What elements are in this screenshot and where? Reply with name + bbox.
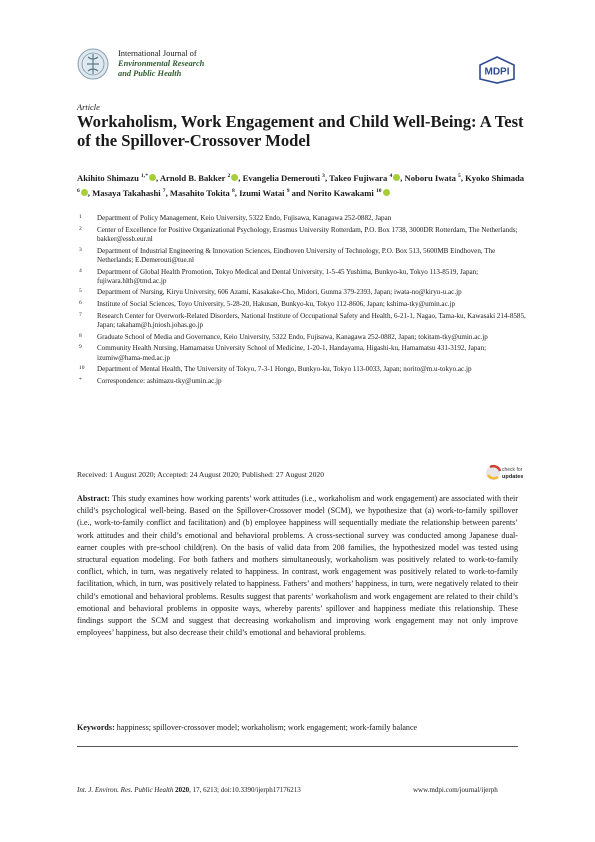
author-name: Akihito Shimazu [77,172,139,183]
author-affiliation-sup: 6 [77,188,80,195]
publication-dates: Received: 1 August 2020; Accepted: 24 August 2020; Published: 27 August 2020 [77,470,324,479]
footer-year: 2020 [175,786,190,794]
affiliation-number: 7 [79,311,82,318]
keywords-label: Keywords: [77,723,115,732]
affiliation-item [77,247,527,265]
orcid-icon[interactable] [383,189,390,196]
affiliation-number: 6 [79,300,82,307]
author-affiliation-sup: 1,* [141,173,148,179]
affiliation-item [77,226,527,244]
affiliation-number: 10 [79,365,85,372]
affiliation-text: Department of Policy Management, Keio University, 5322 Endo, Fujisawa, Kanagawa 252-0882, Japan [97,214,392,222]
author-name: Masahito Tokita [169,188,230,199]
affiliation-item [77,377,527,386]
affiliation-text: Department of Mental Health, The University of Tokyo, 7-3-1 Hongo, Bunkyo-ku, Tokyo 113-0033, Japan; norito@m.u-tokyo.ac.jp [97,365,472,374]
affiliation-number: 3 [79,246,82,253]
footer-citation [77,786,301,794]
affiliation-text: Institute of Social Sciences, Toyo University, 5-28-20, Hakusan, Bunkyo-ku, Tokyo 112-8606, Japan; kshima-tky@umin.ac.jp [97,300,456,309]
author-name: Noboru Iwata [404,172,456,183]
journal-logo-icon [77,48,109,80]
keywords-text: happiness; spillover-crossover model; workaholism; work engagement; work-family balance [116,723,418,732]
affiliation-text: Department of Global Health Promotion, Tokyo Medical and Dental University, 1-5-45 Yushima, Bunkyo-ku, Tokyo 113-8519, Japan; fujiwara.hlth@tmd.ac.jp [97,267,479,285]
mdpi-logo-text: MDPI [484,66,510,78]
affiliation-item [77,365,527,374]
keywords [77,722,527,734]
mdpi-logo-icon[interactable] [477,56,517,84]
journal-name [118,49,204,79]
affiliation-number: * [79,377,82,384]
affiliation-item [77,344,527,362]
section-divider [77,746,518,747]
author-name: Izumi Watai [239,188,285,199]
affiliation-item [77,300,527,309]
affiliation-item [77,312,527,330]
author-affiliation-sup: 5 [458,173,461,179]
article-type: Article [77,103,100,112]
author-name: Takeo Fujiwara [329,172,388,183]
journal-name-line1: International Journal of [118,49,197,58]
check-for-updates-button[interactable] [485,462,523,484]
affiliation-text: Department of Nursing, Kiryu University, 606 Azami, Kasakake-Cho, Midori, Gunma 379-2393, Japan; iwata-no@kiryu-u.ac.jp [97,288,462,297]
affiliation-text: Department of Industrial Engineering & Innovation Sciences, Eindhoven University of Technology, P.O. Box 513, 5600MB Eindhoven, The Netherlands; E.Demerouti@tue.nl [97,246,496,264]
author-conjunction: and [291,188,306,199]
journal-name-line3: and Public Health [118,69,182,78]
affiliation-text: Correspondence: ashimazu-tky@umin.ac.jp [97,377,222,386]
affiliation-number: 2 [79,225,82,232]
author-name: Norito Kawakami [307,188,374,199]
check-updates-line2: updates [502,474,523,480]
orcid-icon[interactable] [231,174,238,181]
author-name: Masaya Takahashi [92,188,161,199]
affiliation-number: 9 [79,344,82,351]
footer-journal-link[interactable]: www.mdpi.com/journal/ijerph [413,786,498,794]
author-affiliation-sup: 2 [227,173,231,179]
author-list: Akihito Shimazu $^{1,*}$ , Arnold B. Bakker $^2$ , Evangelia Demerouti $^3$, Takeo Fujiwara $^4$ , Noboru Iwata $^5$, Kyoko Shimada $^6$ , Masaya Takahashi $^7$, Masahito Tokita $^8$, Izumi Watai $^9$ and Norito Kawakami $^{10}$ [77,172,525,199]
author-name: Arnold B. Bakker [159,172,226,183]
orcid-icon[interactable] [149,174,156,181]
affiliation-text: Center of Excellence for Positive Organizational Psychology, Erasmus University Rotterdam, P.O. Box 1738, 3000DR Rotterdam, The Netherlands; bakker@essb.eur.nl [97,225,518,243]
affiliation-number: 4 [79,267,82,274]
affiliation-list [77,214,527,389]
footer-journal-abbr: Int. J. Environ. Res. Public Health [77,786,174,794]
affiliation-item [77,268,527,286]
author-affiliation-sup: 10 [375,188,382,195]
author-affiliation-sup: 9 [286,188,290,195]
abstract-label: Abstract: [77,494,110,503]
affiliation-number: 8 [79,332,82,339]
affiliation-text: Graduate School of Media and Governance, Keio University, 5322 Endo, Fujisawa, Kanagawa 252-0882, Japan; tokitam-tky@umin.ac.jp [97,332,488,341]
journal-name-line2: Environmental Research [118,59,205,68]
affiliation-number: 1 [79,214,82,220]
affiliation-item [77,214,527,223]
orcid-icon[interactable] [393,174,400,181]
abstract [77,493,518,639]
article-title: Workaholism, Work Engagement and Child Well-Being: A Test of the Spillover-Crossover Model [77,112,524,150]
author-name: Kyoko Shimada [465,172,525,183]
affiliation-text: Research Center for Overwork-Related Disorders, National Institute of Occupational Safety and Health, 6-21-1, Nagao, Tama-ku, Kawasaki 214-8585, Japan; takaham@h.jniosh.johas.go.jp [97,311,526,330]
author-affiliation-sup: 8 [231,188,235,195]
orcid-icon[interactable] [81,189,88,196]
affiliation-item [77,333,527,342]
author-affiliation-sup: 4 [389,173,393,179]
author-affiliation-sup: 7 [162,188,166,195]
affiliation-text: Community Health Nursing, Hamamatsu University School of Medicine, 1-20-1, Handayama, Higashi-ku, Hamamatsu 431-3192, Japan; izumiw@hama-med.ac.jp [97,344,487,362]
check-updates-line1: check for [502,467,523,473]
footer-doi: , 17, 6213; doi:10.3390/ijerph17176213 [189,786,301,794]
author-name: Evangelia Demerouti [242,172,321,183]
affiliation-number: 5 [79,288,82,295]
author-affiliation-sup: 3 [322,173,325,179]
affiliation-item [77,288,527,297]
abstract-text: This study examines how working parents’ work attitudes (i.e., workaholism and work engagement) are associated with their child’s psychological well-being. Based on the Spillover-Crossover model (SCM), we hypothesize that (a) work-to-family spillover (i.e., work-to-family conflict and facilitation) and (b) employee happiness will sequentially mediate the relationship between parents’ work attitudes and their child’s emotional and behavioral problems. A cross-sectional survey was conducted among Japanese dual-earner couples with pre-school child(ren). On the basis of valid data from 208 families, the hypothesized model was tested using structural equation modeling. For both fathers and mothers simultaneously, workaholism was positively related to work-to-family conflict, which, in turn, was negatively related to happiness. In contrast, work engagement was positively related to work-to-family facilitation, which, in turn, was positively related to happiness. Fathers’ and mothers’ happiness, in turn, were negatively related to their child’s emotional and behavioral problems. Results suggest that parents’ workaholism and work engagement are related to their child’s emotional and behavioral problems in opposite ways, whereby parents’ spillover and happiness mediate this relationship. These findings support the SCM and suggest that decreasing workaholism and improving work engagement may not only improve employees’ happiness, but also decrease their child’s emotional and behavioral problems. [77,494,518,638]
